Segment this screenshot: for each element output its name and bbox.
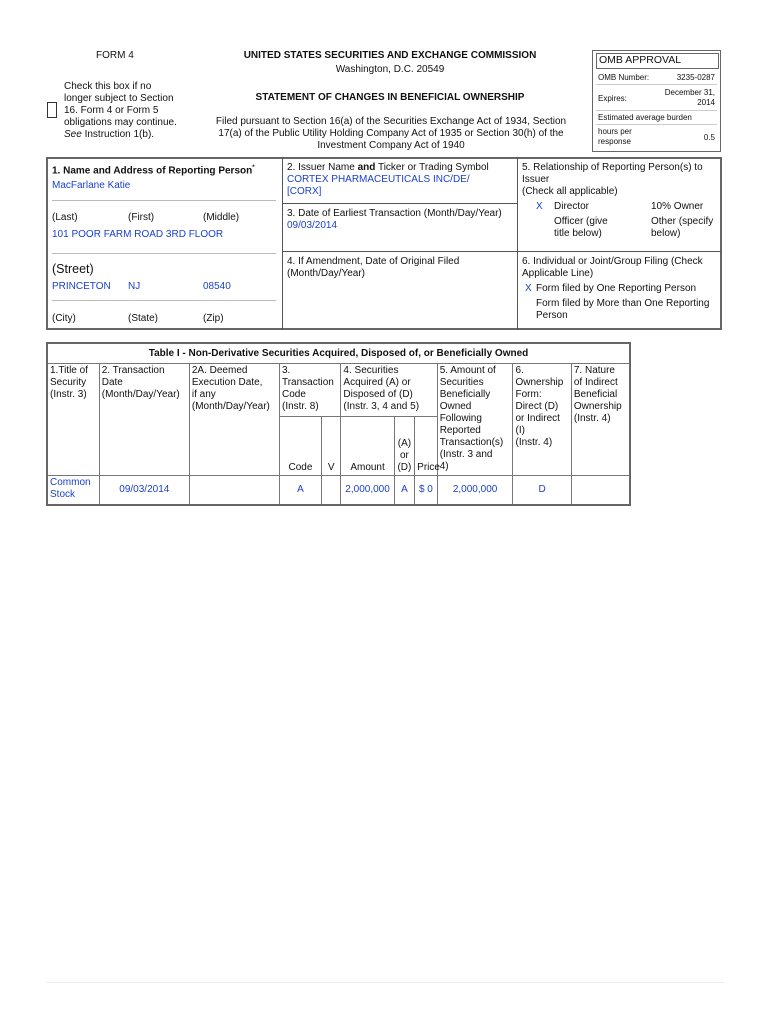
grid-divider	[517, 157, 518, 330]
amendment-label-line: (Month/Day/Year)	[287, 268, 365, 279]
field-underline	[52, 300, 276, 301]
reporting-person-name: MacFarlane Katie	[52, 180, 131, 191]
state-value: NJ	[128, 281, 141, 292]
statement-title: STATEMENT OF CHANGES IN BENEFICIAL OWNERSHIP	[255, 92, 525, 103]
amendment-label-line: 4. If Amendment, Date of Original Filed	[287, 256, 460, 267]
city-value: PRINCETON	[52, 281, 111, 292]
header-line: Transaction(s)	[439, 437, 504, 448]
header-line: 4. Securities	[343, 365, 399, 376]
earliest-transaction-block	[287, 208, 515, 232]
middle-label: (Middle)	[203, 212, 240, 223]
relationship-heading-line: Issuer	[522, 174, 550, 185]
reporting-person-heading-text: 1. Name and Address of Reporting Person	[52, 165, 253, 177]
col-header-securities	[341, 364, 437, 417]
omb-hours-label-line: response	[598, 137, 631, 146]
issuer-block	[287, 162, 515, 198]
header-line: or Indirect	[515, 413, 560, 424]
filing-heading-line: Applicable Line)	[522, 268, 594, 279]
zip-label: (Zip)	[203, 313, 224, 324]
omb-title: OMB APPROVAL	[596, 53, 719, 69]
header-line: Securities	[439, 377, 484, 388]
header-line: if any	[191, 389, 216, 400]
header-line: of Indirect	[573, 377, 618, 388]
issuer-ticker: [CORX]	[287, 186, 322, 197]
cell-line: Stock	[50, 489, 76, 500]
omb-number-value: 3235-0287	[676, 73, 715, 82]
header-line: 5. Amount of	[439, 365, 496, 376]
zip-value: 08540	[203, 281, 231, 292]
header-line: Ownership	[515, 377, 564, 388]
col-header-transaction-date	[99, 364, 189, 476]
header-line: Owned	[439, 401, 472, 412]
header-line: Code	[281, 389, 306, 400]
subheader-line: (D)	[397, 462, 412, 473]
omb-hours-label	[598, 127, 632, 147]
instruction-reference	[64, 129, 194, 141]
col-header-deemed-date	[189, 364, 279, 476]
filed-pursuant-line: 17(a) of the Public Utility Holding Company Act of 1935 or Section 30(h) of the	[218, 128, 564, 139]
footer-divider	[46, 982, 724, 983]
other-label	[651, 216, 713, 240]
header-line: Transaction	[281, 377, 334, 388]
omb-expires-value-line: December 31,	[664, 88, 715, 97]
cell-nature	[571, 476, 630, 506]
omb-expires-label: Expires:	[598, 94, 627, 103]
header-line: Beneficial	[573, 389, 618, 400]
header-line: Direct (D)	[515, 401, 559, 412]
reporting-person-heading	[52, 165, 255, 176]
first-label: (First)	[128, 212, 155, 223]
omb-burden-label: Estimated average burden	[598, 113, 692, 122]
omb-divider	[596, 84, 717, 85]
filed-pursuant-line: Investment Company Act of 1940	[317, 140, 465, 151]
subheader-code: Code	[279, 417, 321, 476]
agency-title: UNITED STATES SECURITIES AND EXCHANGE COMMISSION	[243, 50, 537, 61]
col-header-nature	[571, 364, 630, 476]
filing-heading	[522, 256, 719, 280]
grid-divider	[283, 203, 517, 204]
other-label-line: below)	[651, 228, 681, 239]
more-persons-label	[536, 298, 709, 322]
header-line: 1.Title of	[50, 365, 88, 376]
header-line: Date	[101, 377, 123, 388]
cell-price: $ 0	[415, 476, 438, 506]
no-longer-subject-checkbox[interactable]	[47, 102, 57, 118]
officer-label-line: title below)	[554, 228, 602, 239]
header-line: 3.	[281, 365, 291, 376]
relationship-heading-line: 5. Relationship of Reporting Person(s) to	[522, 162, 703, 173]
omb-divider	[596, 110, 717, 111]
header-line: (Instr. 3, 4 and 5)	[343, 401, 420, 412]
header-line: Form:	[515, 389, 542, 400]
filed-pursuant-line: Filed pursuant to Section 16(a) of the Securities Exchange Act of 1934, Section	[215, 116, 567, 127]
form-label: FORM 4	[96, 50, 134, 61]
relationship-block	[522, 162, 719, 198]
cell-v	[321, 476, 340, 506]
subheader-line: (A)	[397, 438, 412, 449]
header-line: Disposed of (D)	[343, 389, 413, 400]
filing-heading-line: 6. Individual or Joint/Group Filing (Check	[522, 256, 703, 267]
omb-number-label: OMB Number:	[598, 73, 650, 82]
issuer-heading-post: Ticker or Trading Symbol	[375, 162, 489, 173]
omb-approval-box	[592, 50, 721, 152]
issuer-heading-pre: 2. Issuer Name	[287, 162, 358, 173]
filed-pursuant-text	[196, 116, 586, 152]
earliest-transaction-date: 09/03/2014	[287, 220, 338, 231]
header-line: (Month/Day/Year)	[191, 401, 270, 412]
cell-transaction-date: 09/03/2014	[99, 476, 189, 506]
header-line: (Instr. 8)	[281, 401, 319, 412]
table-non-derivative	[46, 342, 631, 506]
officer-label-line: Officer (give	[554, 216, 608, 227]
earliest-transaction-label: 3. Date of Earliest Transaction (Month/Day/Year)	[287, 208, 502, 219]
issuer-heading	[287, 162, 515, 174]
omb-expires-value	[665, 88, 715, 108]
one-person-check-mark[interactable]: X	[525, 283, 532, 294]
ten-percent-owner-label: 10% Owner	[651, 201, 704, 212]
check-box-text	[64, 81, 194, 141]
more-persons-label-line: Person	[536, 310, 568, 321]
grid-divider	[518, 251, 721, 252]
check-box-line: longer subject to Section	[64, 93, 174, 104]
table-row	[47, 476, 630, 506]
header-line: Reported	[439, 425, 481, 436]
col-header-title	[47, 364, 99, 476]
col-header-ownership-form	[513, 364, 571, 476]
header-line: Ownership	[573, 401, 622, 412]
header-line: Following	[439, 413, 482, 424]
header-line: Beneficially	[439, 389, 491, 400]
amendment-block	[287, 256, 515, 280]
director-label: Director	[554, 201, 590, 212]
header-line: 7. Nature	[573, 365, 615, 376]
cell-owned-after: 2,000,000	[437, 476, 513, 506]
header-line: (Instr. 4)	[515, 437, 553, 448]
header-line: Execution Date,	[191, 377, 263, 388]
cell-a-or-d: A	[394, 476, 414, 506]
omb-expires-value-line: 2014	[697, 98, 715, 107]
issuer-name: CORTEX PHARMACEUTICALS INC/DE/	[287, 174, 470, 185]
col-header-amount-owned	[437, 364, 513, 476]
header-line: 2. Transaction	[101, 365, 165, 376]
check-all-applicable: (Check all applicable)	[522, 186, 618, 197]
header-line: (Month/Day/Year)	[101, 389, 180, 400]
table-title: Table I - Non-Derivative Securities Acquired, Disposed of, or Beneficially Owned	[47, 343, 630, 364]
cell-deemed-date	[189, 476, 279, 506]
subheader-line: or	[399, 450, 409, 461]
city-label: (City)	[52, 313, 76, 324]
header-line: 2A. Deemed	[191, 365, 248, 376]
agency-location: Washington, D.C. 20549	[335, 64, 445, 75]
grid-divider	[283, 251, 517, 252]
cell-line: Common	[50, 477, 91, 488]
header-line: (Instr. 3)	[50, 389, 87, 400]
grid-divider	[282, 157, 283, 330]
street-label: (Street)	[52, 262, 94, 276]
more-persons-label-line: Form filed by More than One Reporting	[536, 298, 710, 309]
officer-label	[554, 216, 608, 240]
check-box-line: 16. Form 4 or Form 5	[64, 105, 159, 116]
asterisk: *	[252, 165, 255, 171]
subheader-a-or-d	[394, 417, 414, 476]
header-line: Acquired (A) or	[343, 377, 411, 388]
one-person-label: Form filed by One Reporting Person	[536, 283, 697, 294]
instruction-rest: Instruction 1(b).	[81, 129, 155, 140]
omb-hours-value: 0.5	[703, 133, 715, 142]
instruction-see: See	[64, 129, 82, 140]
other-label-line: Other (specify	[651, 216, 714, 227]
omb-hours-label-line: hours per	[598, 127, 632, 136]
check-box-line: obligations may continue.	[64, 117, 177, 128]
subheader-price: Price	[415, 417, 438, 476]
header-line: (Instr. 4)	[573, 413, 611, 424]
header-line: (I)	[515, 425, 525, 436]
col-header-transaction-code	[279, 364, 340, 417]
check-box-line: Check this box if no	[64, 81, 152, 92]
field-underline	[52, 200, 276, 201]
cell-amount: 2,000,000	[341, 476, 394, 506]
director-check-mark[interactable]: X	[536, 201, 543, 212]
field-underline	[52, 253, 276, 254]
cell-security-title	[47, 476, 99, 506]
subheader-v: V	[321, 417, 340, 476]
header-line: 6.	[515, 365, 524, 376]
state-label: (State)	[128, 313, 159, 324]
last-label: (Last)	[52, 212, 78, 223]
omb-divider	[596, 124, 717, 125]
street-value: 101 POOR FARM ROAD 3RD FLOOR	[52, 229, 224, 240]
issuer-heading-and: and	[357, 162, 376, 173]
header-line: 4)	[439, 461, 449, 472]
header-line: Security	[50, 377, 87, 388]
cell-ownership-form: D	[513, 476, 571, 506]
header-line: (Instr. 3 and	[439, 449, 493, 460]
subheader-amount: Amount	[341, 417, 394, 476]
cell-code: A	[279, 476, 321, 506]
